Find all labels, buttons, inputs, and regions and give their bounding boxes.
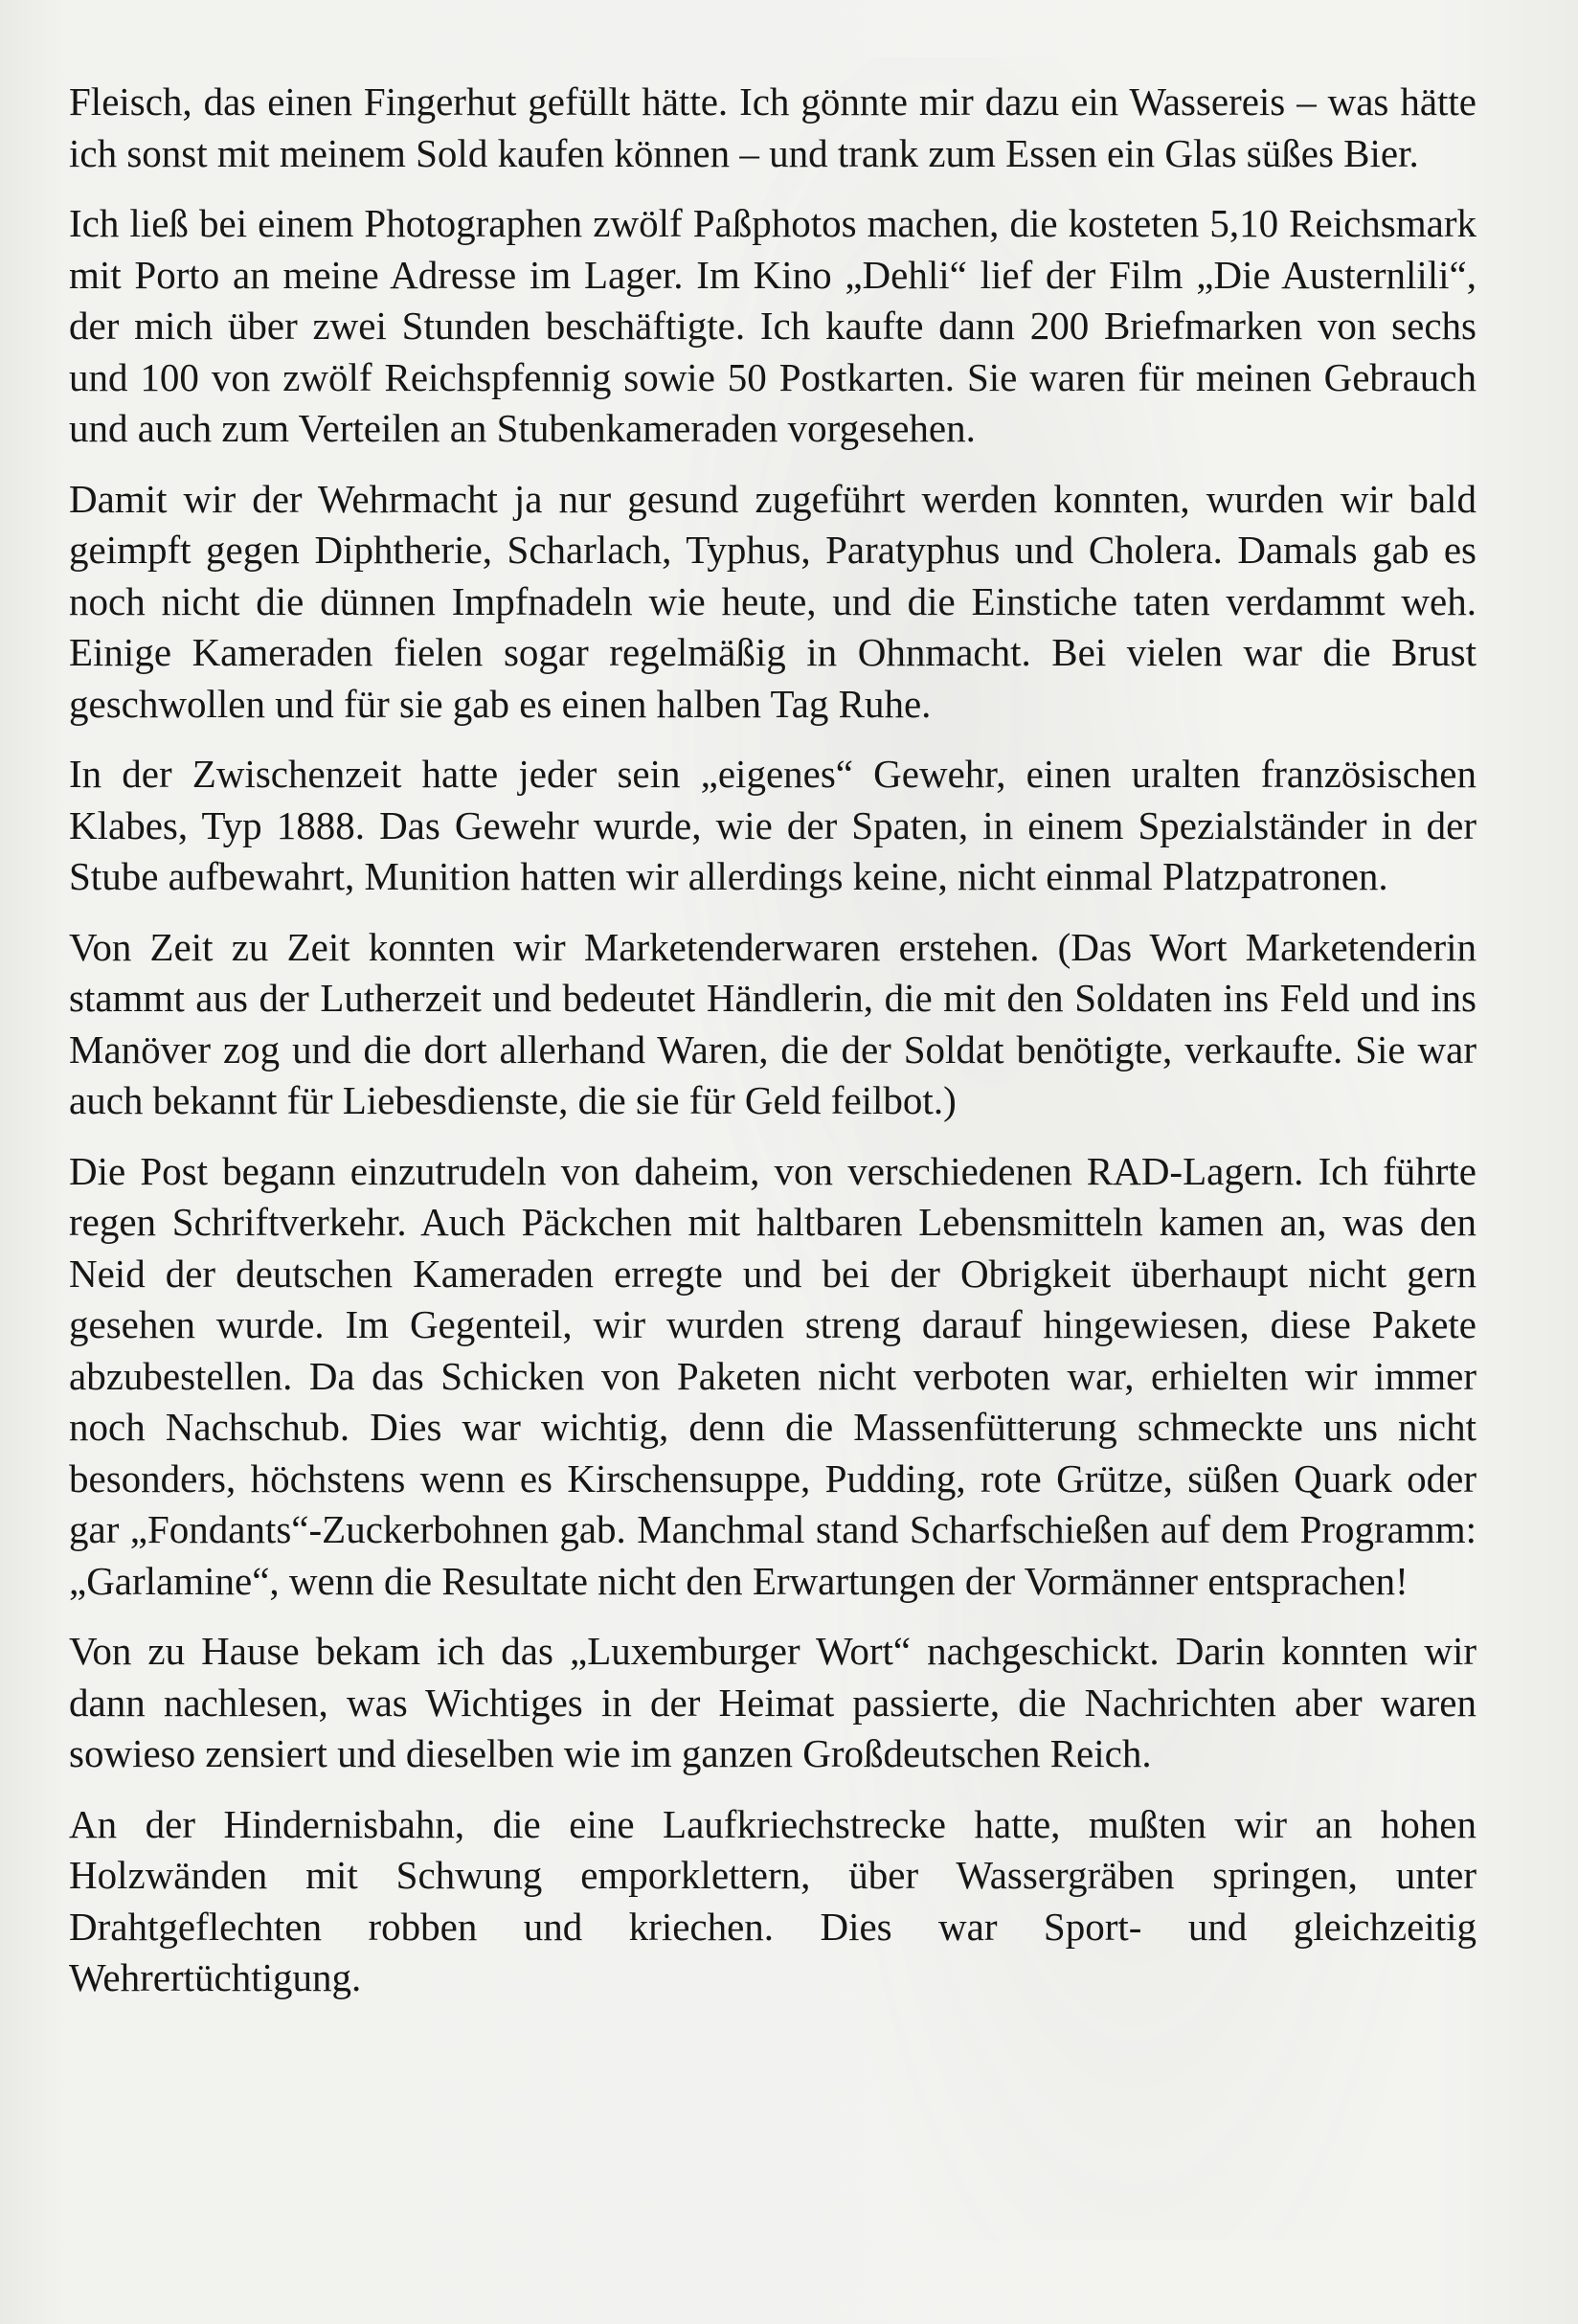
paragraph-5: Von Zeit zu Zeit konnten wir Marketenderwaren erstehen. (Das Wort Marketenderin stammt aus der Lutherzeit und bedeutet Händlerin, die mit den Soldaten ins Feld und ins Manöver zog und die dort allerhand Waren, die der Soldat benötigte, verkaufte. Sie war auch bekannt für Liebesdienste, die sie für Geld feilbot.) [69, 924, 1477, 1122]
page-text [69, 77, 1477, 2023]
paragraph-3: Damit wir der Wehrmacht ja nur gesund zugeführt werden konnten, wurden wir bald geimpft gegen Diphtherie, Scharlach, Typhus, Paratyphus und Cholera. Damals gab es noch nicht die dünnen Impfnadeln wie heute, und die Einstiche taten verdammt weh. Einige Kameraden fielen sogar regelmäßig in Ohnmacht. Bei vielen war die Brust geschwollen und für sie gab es einen halben Tag Ruhe. [69, 476, 1477, 726]
paragraph-6: Die Post begann einzutrudeln von daheim, von verschiedenen RAD-Lagern. Ich führte regen Schriftverkehr. Auch Päckchen mit haltbaren Lebensmitteln kamen an, was den Neid der deutschen Kameraden erregte und bei der Obrigkeit überhaupt nicht gern gesehen wurde. Im Gegenteil, wir wurden streng darauf hingewiesen, diese Pakete abzubestellen. Da das Schicken von Paketen nicht verboten war, erhielten wir immer noch Nachschub. Dies war wichtig, denn die Massenfütterung schmeckte uns nicht besonders, höchstens wenn es Kirschensuppe, Pudding, rote Grütze, süßen Quark oder gar „Fondants“-Zuckerbohnen gab. Manchmal stand Scharfschießen auf dem Programm: „Garlamine“, wenn die Resultate nicht den Erwartungen der Vormänner entsprachen! [69, 1148, 1477, 1603]
paragraph-8: An der Hindernisbahn, die eine Laufkriechstrecke hatte, mußten wir an hohen Holzwänden mit Schwung emporklettern, über Wassergräben springen, unter Drahtgeflechten robben und kriechen. Dies war Sport- und gleichzeitig Wehrertüchtigung. [69, 1801, 1477, 1999]
paragraph-7: Von zu Hause bekam ich das „Luxemburger Wort“ nachgeschickt. Darin konnten wir dann nachlesen, was Wichtiges in der Heimat passierte, die Nachrichten aber waren sowieso zensiert und dieselben wie im ganzen Großdeutschen Reich. [69, 1629, 1477, 1775]
paragraph-2: Ich ließ bei einem Photographen zwölf Paßphotos machen, die kosteten 5,10 Reichsmark mit Porto an meine Adresse im Lager. Im Kino „Dehli“ lief der Film „Die Austernlili“, der mich über zwei Stunden beschäftigte. Ich kaufte dann 200 Briefmarken von sechs und 100 von zwölf Reichspfennig sowie 50 Postkarten. Sie waren für meinen Gebrauch und auch zum Verteilen an Stubenkameraden vorgesehen. [69, 201, 1477, 450]
paragraph-1: Fleisch, das einen Fingerhut gefüllt hätte. Ich gönnte mir dazu ein Wassereis – was hätte ich sonst mit meinem Sold kaufen können – und trank zum Essen ein Glas süßes Bier. [69, 79, 1477, 175]
paragraph-4: In der Zwischenzeit hatte jeder sein „eigenes“ Gewehr, einen uralten französischen Klabes, Typ 1888. Das Gewehr wurde, wie der Spaten, in einem Spezialständer in der Stube aufbewahrt, Munition hatten wir allerdings keine, nicht einmal Platzpatronen. [69, 752, 1477, 898]
